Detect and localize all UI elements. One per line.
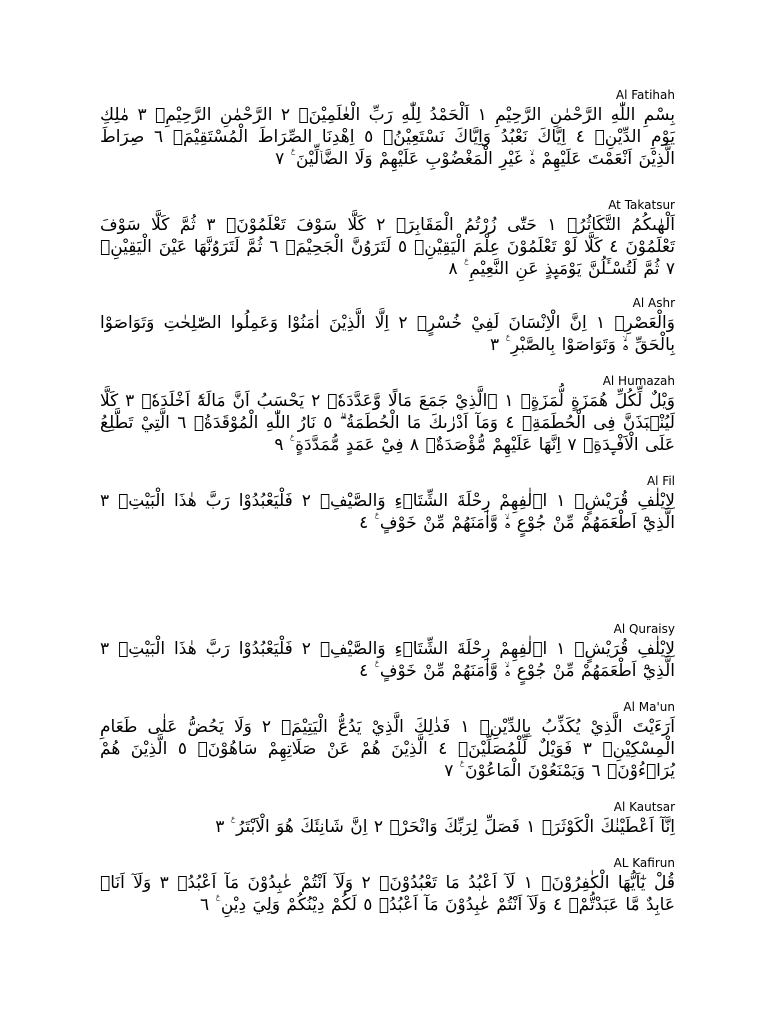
surah-al-ashr [100, 296, 675, 356]
surah-title: Al Quraisy [613, 622, 675, 636]
surah-text: وَيْلٌ لِّكُلِّ هُمَزَةٍ لُّمَزَةٍۙ ١ ۨالَّذِيْ جَمَعَ مَالًا وَّعَدَّدَهٗۙ ٢ يَحْسَبُ اَنَّ مَالَهٗٓ اَخْلَدَهٗۚ ٣ كَلَّا لَيُنْۢبَذَنَّ فِى الْحُطَمَةِۖ ٤ وَمَآ اَدْرٰىكَ مَا الْحُطَمَةُ ۗ ٥ نَارُ اللّٰهِ الْمُوْقَدَةُۙ ٦ الَّتِيْ تَطَّلِعُ عَلَى الْاَفْـِٕدَةِۗ ٧ اِنَّهَا عَلَيْهِمْ مُّؤْصَدَةٌۙ ٨ فِيْ عَمَدٍ مُّمَدَّدَةٍ ࣖ ٩ [100, 391, 676, 455]
surah-title: Al Fil [646, 474, 675, 488]
surah-al-fatihah [100, 88, 675, 170]
surah-al-humazah [100, 374, 675, 456]
surah-al-fil [100, 474, 675, 534]
surah-title: Al Ashr [632, 296, 675, 310]
surah-title: At Takatsur [608, 198, 675, 212]
surah-text: لِاِيْلٰفِ قُرَيْشٍۙ ١ اٖلٰفِهِمْ رِحْلَةَ الشِّتَاۤءِ وَالصَّيْفِۚ ٢ فَلْيَعْبُدُوْا رَبَّ هٰذَا الْبَيْتِۙ ٣ الَّذِيْٓ اَطْعَمَهُمْ مِّنْ جُوْعٍ ەۙ وَّاٰمَنَهُمْ مِّنْ خَوْفٍ ࣖ ٤ [100, 491, 675, 533]
surah-text: قُلْ يٰٓاَيُّهَا الْكٰفِرُوْنَۙ ١ لَآ اَعْبُدُ مَا تَعْبُدُوْنَۙ ٢ وَلَآ اَنْتُمْ عٰبِدُوْنَ مَآ اَعْبُدُۚ ٣ وَلَآ اَنَا۠ عَابِدٌ مَّا عَبَدْتُّمْۙ ٤ وَلَآ اَنْتُمْ عٰبِدُوْنَ مَآ اَعْبُدُۗ ٥ لَكُمْ دِيْنُكُمْ وَلِيَ دِيْنِ ࣖ ٦ [100, 873, 675, 915]
surah-title: Al Humazah [602, 374, 675, 388]
surah-text: اِنَّآ اَعْطَيْنٰكَ الْكَوْثَرَۗ ١ فَصَلِّ لِرَبِّكَ وَانْحَرْۗ ٢ اِنَّ شَانِئَكَ هُوَ الْاَبْتَرُ ࣖ ٣ [215, 817, 675, 837]
surah-text: اَلْهٰىكُمُ التَّكَاثُرُۙ ١ حَتّٰى زُرْتُمُ الْمَقَابِرَۗ ٢ كَلَّا سَوْفَ تَعْلَمُوْنَۙ ٣ ثُمَّ كَلَّا سَوْفَ تَعْلَمُوْنَ ٤ كَلَّا لَوْ تَعْلَمُوْنَ عِلْمَ الْيَقِيْنِۗ ٥ لَتَرَوُنَّ الْجَحِيْمَۙ ٦ ثُمَّ لَتَرَوُنَّهَا عَيْنَ الْيَقِيْنِۙ ٧ ثُمَّ لَتُسْـَٔلُنَّ يَوْمَىِٕذٍ عَنِ النَّعِيْمِ ࣖ ٨ [100, 215, 675, 279]
surah-text: وَالْعَصْرِۙ ١ اِنَّ الْاِنْسَانَ لَفِيْ خُسْرٍۙ ٢ اِلَّا الَّذِيْنَ اٰمَنُوْا وَعَمِلُوا الصّٰلِحٰتِ وَتَوَاصَوْا بِالْحَقِّ ەۙ وَتَوَاصَوْا بِالصَّبْرِ ࣖ ٣ [100, 313, 675, 355]
surah-text: لِاِيْلٰفِ قُرَيْشٍۙ ١ اٖلٰفِهِمْ رِحْلَةَ الشِّتَاۤءِ وَالصَّيْفِۚ ٢ فَلْيَعْبُدُوْا رَبَّ هٰذَا الْبَيْتِۙ ٣ الَّذِيْٓ اَطْعَمَهُمْ مِّنْ جُوْعٍ ەۙ وَّاٰمَنَهُمْ مِّنْ خَوْفٍ ࣖ ٤ [100, 639, 675, 681]
surah-al-kautsar [100, 800, 675, 838]
surah-title: Al Fatihah [615, 88, 675, 102]
surah-at-takatsur [100, 198, 675, 280]
surah-title: AL Kafirun [613, 856, 675, 870]
surah-al-kafirun [100, 856, 675, 916]
surah-al-quraisy [100, 622, 675, 682]
surah-text: اَرَءَيْتَ الَّذِيْ يُكَذِّبُ بِالدِّيْنِۗ ١ فَذٰلِكَ الَّذِيْ يَدُعُّ الْيَتِيْمَۙ ٢ وَلَا يَحُضُّ عَلٰى طَعَامِ الْمِسْكِيْنِۗ ٣ فَوَيْلٌ لِّلْمُصَلِّيْنَۙ ٤ الَّذِيْنَ هُمْ عَنْ صَلَاتِهِمْ سَاهُوْنَۙ ٥ الَّذِيْنَ هُمْ يُرَاۤءُوْنَۙ ٦ وَيَمْنَعُوْنَ الْمَاعُوْنَ ࣖ ٧ [100, 717, 675, 781]
surah-title: Al Kautsar [613, 800, 675, 814]
surah-al-maun [100, 700, 675, 782]
surah-text: بِسْمِ اللّٰهِ الرَّحْمٰنِ الرَّحِيْمِ ١ اَلْحَمْدُ لِلّٰهِ رَبِّ الْعٰلَمِيْنَۙ ٢ الرَّحْمٰنِ الرَّحِيْمِۙ ٣ مٰلِكِ يَوْمِ الدِّيْنِۗ ٤ اِيَّاكَ نَعْبُدُ وَاِيَّاكَ نَسْتَعِيْنُۗ ٥ اِهْدِنَا الصِّرَاطَ الْمُسْتَقِيْمَۙ ٦ صِرَاطَ الَّذِيْنَ اَنْعَمْتَ عَلَيْهِمْ ەۙ غَيْرِ الْمَغْضُوْبِ عَلَيْهِمْ وَلَا الضَّاۤلِّيْنَ ࣖ ٧ [100, 105, 675, 169]
surah-title: Al Ma'un [623, 700, 675, 714]
